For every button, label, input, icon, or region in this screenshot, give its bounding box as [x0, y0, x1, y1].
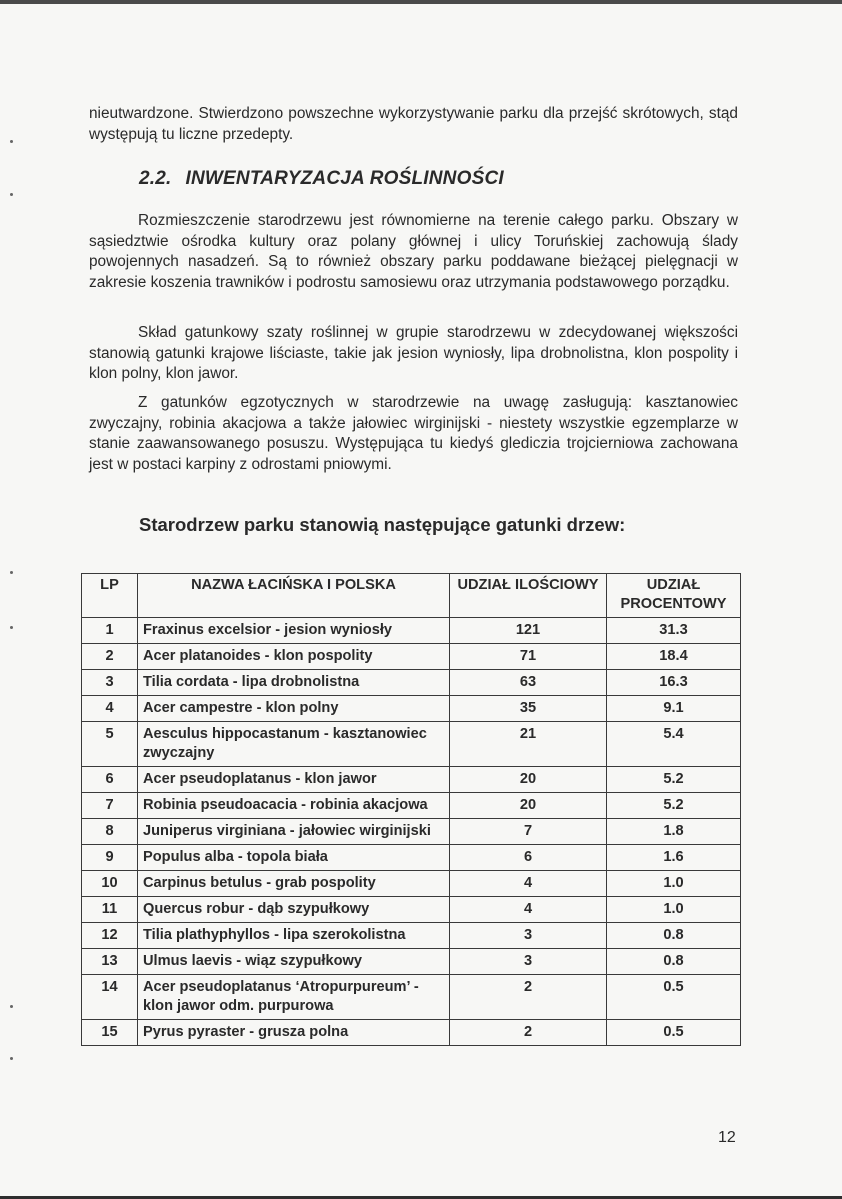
cell-percentage: 5.4 [607, 722, 741, 767]
cell-quantity: 63 [450, 670, 607, 696]
page-number: 12 [718, 1129, 736, 1146]
cell-percentage: 5.2 [607, 767, 741, 793]
table-row [82, 819, 741, 845]
table-row [82, 644, 741, 670]
table-row [82, 949, 741, 975]
table-row [82, 670, 741, 696]
cell-lp: 4 [82, 696, 138, 722]
cell-lp: 10 [82, 871, 138, 897]
cell-percentage: 18.4 [607, 644, 741, 670]
cell-lp: 3 [82, 670, 138, 696]
cell-percentage: 0.5 [607, 1020, 741, 1046]
header-percentage: UDZIAŁ PROCENTOWY [607, 574, 741, 618]
cell-species-name: Juniperus virginiana - jałowiec wirginijski [138, 819, 450, 845]
cell-species-name: Robinia pseudoacacia - robinia akacjowa [138, 793, 450, 819]
header-quantity: UDZIAŁ ILOŚCIOWY [450, 574, 607, 618]
cell-percentage: 0.8 [607, 949, 741, 975]
cell-species-name: Fraxinus excelsior - jesion wyniosły [138, 618, 450, 644]
cell-quantity: 7 [450, 819, 607, 845]
cell-quantity: 6 [450, 845, 607, 871]
cell-quantity: 2 [450, 1020, 607, 1046]
cell-lp: 13 [82, 949, 138, 975]
table-header-row [82, 574, 741, 618]
cell-percentage: 0.8 [607, 923, 741, 949]
cell-quantity: 2 [450, 975, 607, 1020]
table-row [82, 897, 741, 923]
section-title: INWENTARYZACJA ROŚLINNOŚCI [185, 168, 504, 189]
scan-speck [10, 1005, 13, 1008]
table-row [82, 871, 741, 897]
cell-quantity: 35 [450, 696, 607, 722]
cell-species-name: Pyrus pyraster - grusza polna [138, 1020, 450, 1046]
cell-lp: 11 [82, 897, 138, 923]
cell-species-name: Acer pseudoplatanus ‘Atropurpureum’ - klon jawor odm. purpurowa [138, 975, 450, 1020]
table-title: Starodrzew parku stanowią następujące gatunki drzew: [139, 514, 626, 535]
table-row [82, 793, 741, 819]
cell-lp: 9 [82, 845, 138, 871]
cell-lp: 5 [82, 722, 138, 767]
header-lp: LP [82, 574, 138, 618]
cell-percentage: 1.6 [607, 845, 741, 871]
section-number: 2.2. [139, 168, 172, 189]
intro-text: nieutwardzone. Stwierdzono powszechne wykorzystywanie parku dla przejść skrótowych, stąd występują tu liczne przedepty. [89, 105, 738, 143]
cell-quantity: 121 [450, 618, 607, 644]
cell-species-name: Acer platanoides - klon pospolity [138, 644, 450, 670]
table-row [82, 1020, 741, 1046]
cell-quantity: 4 [450, 871, 607, 897]
species-table [81, 573, 741, 1046]
scan-speck [10, 626, 13, 629]
cell-lp: 7 [82, 793, 138, 819]
table-row [82, 845, 741, 871]
cell-species-name: Acer pseudoplatanus - klon jawor [138, 767, 450, 793]
table-row [82, 696, 741, 722]
paragraph-text: Skład gatunkowy szaty roślinnej w grupie starodrzewu w zdecydowanej większości stanowią gatunki krajowe liściaste, takie jak jesion wyniosły, lipa drobnolistna, klon pospolity i klon polny, klon jawor. [89, 324, 738, 382]
section-heading [139, 168, 504, 190]
scan-speck [10, 193, 13, 196]
cell-species-name: Tilia plathyphyllos - lipa szerokolistna [138, 923, 450, 949]
table-row [82, 975, 741, 1020]
cell-lp: 14 [82, 975, 138, 1020]
paragraph-text: Rozmieszczenie starodrzewu jest równomierne na terenie całego parku. Obszary w sąsiedztwie ośrodka kultury oraz polany głównej i ulicy Toruńskiej zachowują ślady powojennych nasadzeń. Są to również obszary parku poddawane bieżącej pielęgnacji w zakresie koszenia trawników i podrostu samosiewu oraz utrzymania podstawowego porządku. [89, 212, 738, 291]
header-name: NAZWA ŁACIŃSKA I POLSKA [138, 574, 450, 618]
cell-lp: 15 [82, 1020, 138, 1046]
body-paragraph-1 [89, 211, 738, 293]
cell-percentage: 31.3 [607, 618, 741, 644]
paragraph-text: Z gatunków egzotycznych w starodrzewie na uwagę zasługują: kasztanowiec zwyczajny, robinia akacjowa a także jałowiec wirginijski - niestety wszystkie egzemplarze w stanie zaawansowanego posuszu. Występująca tu kiedyś glediczia trojcierniowa zachowana jest w postaci karpiny z odrostami pniowymi. [89, 394, 738, 473]
scan-speck [10, 1057, 13, 1060]
cell-species-name: Populus alba - topola biała [138, 845, 450, 871]
scan-speck [10, 140, 13, 143]
cell-quantity: 20 [450, 767, 607, 793]
table-row [82, 722, 741, 767]
cell-quantity: 3 [450, 949, 607, 975]
cell-lp: 8 [82, 819, 138, 845]
table-body [82, 618, 741, 1046]
cell-quantity: 3 [450, 923, 607, 949]
cell-quantity: 71 [450, 644, 607, 670]
cell-species-name: Ulmus laevis - wiąz szypułkowy [138, 949, 450, 975]
cell-lp: 6 [82, 767, 138, 793]
cell-percentage: 1.0 [607, 897, 741, 923]
cell-species-name: Carpinus betulus - grab pospolity [138, 871, 450, 897]
intro-paragraph [89, 104, 738, 145]
cell-percentage: 0.5 [607, 975, 741, 1020]
cell-species-name: Aesculus hippocastanum - kasztanowiec zwyczajny [138, 722, 450, 767]
cell-lp: 2 [82, 644, 138, 670]
cell-lp: 12 [82, 923, 138, 949]
body-paragraph-3 [89, 393, 738, 475]
table-row [82, 767, 741, 793]
cell-species-name: Tilia cordata - lipa drobnolistna [138, 670, 450, 696]
cell-species-name: Quercus robur - dąb szypułkowy [138, 897, 450, 923]
cell-percentage: 1.8 [607, 819, 741, 845]
scan-speck [10, 571, 13, 574]
cell-percentage: 5.2 [607, 793, 741, 819]
cell-percentage: 16.3 [607, 670, 741, 696]
cell-quantity: 21 [450, 722, 607, 767]
cell-quantity: 4 [450, 897, 607, 923]
cell-species-name: Acer campestre - klon polny [138, 696, 450, 722]
cell-lp: 1 [82, 618, 138, 644]
body-paragraph-2 [89, 323, 738, 385]
cell-quantity: 20 [450, 793, 607, 819]
cell-percentage: 1.0 [607, 871, 741, 897]
scan-top-edge [0, 0, 842, 4]
table-row [82, 923, 741, 949]
table-row [82, 618, 741, 644]
cell-percentage: 9.1 [607, 696, 741, 722]
